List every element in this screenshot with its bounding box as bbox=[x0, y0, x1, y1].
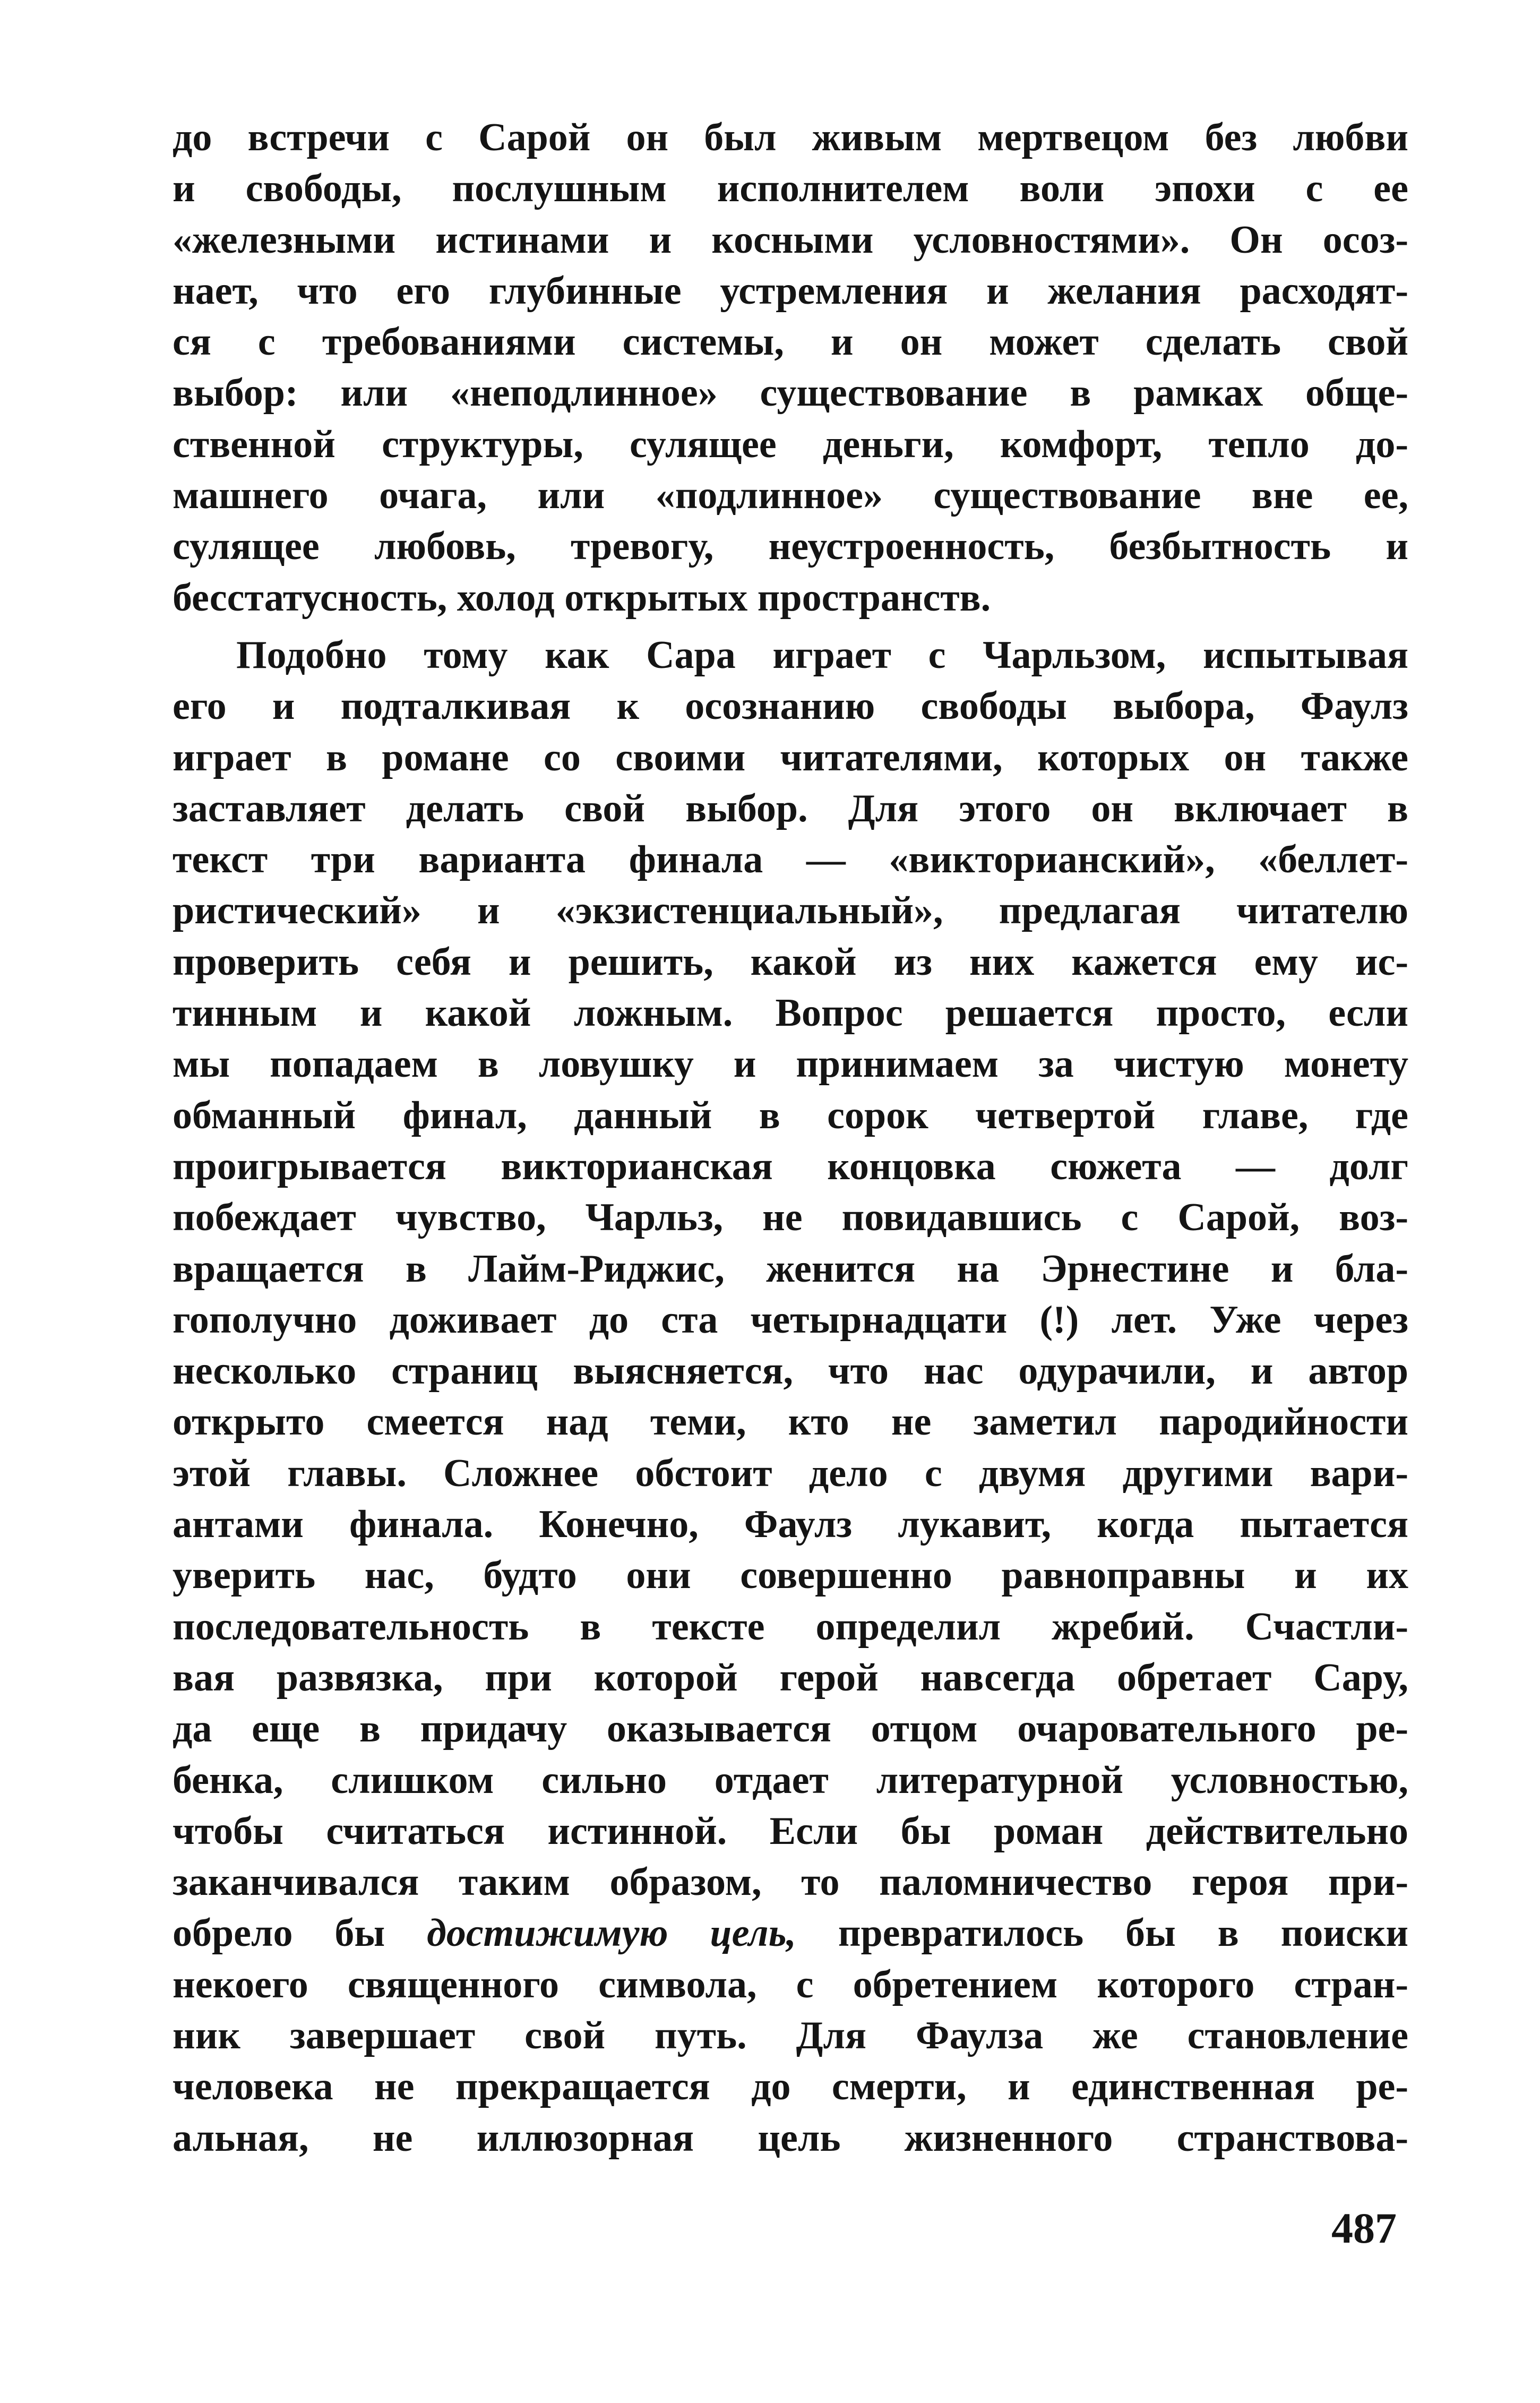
text-line: бесстатусность, холод открытых пространств. bbox=[173, 576, 991, 620]
text-line: альная, не иллюзорная цель жизненного странствова- bbox=[173, 2116, 1408, 2160]
text-line: заканчивался таким образом, то паломничество героя при- bbox=[173, 1860, 1408, 1904]
italic-phrase: достижимую цель, bbox=[427, 1911, 796, 1955]
text-line: несколько страниц выясняется, что нас одурачили, и автор bbox=[173, 1349, 1408, 1393]
text-line: проверить себя и решить, какой из них кажется ему ис- bbox=[173, 940, 1408, 984]
paragraph-gap bbox=[173, 623, 1408, 630]
text-line: до встречи с Сарой он был живым мертвецом без любви bbox=[173, 116, 1408, 159]
text-line: играет в романе со своими читателями, которых он также bbox=[173, 735, 1408, 779]
text-line: да еще в придачу оказывается отцом очаровательного ре- bbox=[173, 1707, 1408, 1751]
text-line: бенка, слишком сильно отдает литературной условностью, bbox=[173, 1758, 1408, 1802]
text-line: чтобы считаться истинной. Если бы роман действительно bbox=[173, 1809, 1408, 1853]
text-line: ся с требованиями системы, и он может сделать свой bbox=[173, 320, 1408, 364]
text-line: тинным и какой ложным. Вопрос решается просто, если bbox=[173, 991, 1408, 1035]
text-line-with-italic bbox=[173, 1908, 1408, 1959]
text-line: гополучно доживает до ста четырнадцати (!) лет. Уже через bbox=[173, 1298, 1408, 1342]
text-line: некоего священного символа, с обретением которого стран- bbox=[173, 1962, 1408, 2006]
text-line: и свободы, послушным исполнителем воли эпохи с ее bbox=[173, 167, 1408, 211]
body-text bbox=[173, 112, 1408, 2164]
text-line: обманный финал, данный в сорок четвертой главе, где bbox=[173, 1093, 1408, 1137]
text-line: последовательность в тексте определил жребий. Счастли- bbox=[173, 1604, 1408, 1649]
text-line: антами финала. Конечно, Фаулз лукавит, когда пытается bbox=[173, 1503, 1408, 1547]
text-line: заставляет делать свой выбор. Для этого он включает в bbox=[173, 786, 1408, 830]
text-line: ственной структуры, сулящее деньги, комфорт, тепло до- bbox=[173, 422, 1408, 466]
text-line: ник завершает свой путь. Для Фаулза же становление bbox=[173, 2013, 1408, 2057]
text-segment: превратилось бы в поиски bbox=[838, 1911, 1408, 1955]
text-line: человека не прекращается до смерти, и единственная ре- bbox=[173, 2065, 1408, 2109]
text-line: выбор: или «неподлинное» существование в рамках обще- bbox=[173, 371, 1408, 415]
text-line: его и подталкивая к осознанию свободы выбора, Фаулз bbox=[173, 684, 1408, 728]
text-line: сулящее любовь, тревогу, неустроенность, безбытность и bbox=[173, 525, 1408, 569]
text-line: текст три варианта финала — «викторианский», «беллет- bbox=[173, 838, 1408, 882]
text-line: машнего очага, или «подлинное» существование вне ее, bbox=[173, 474, 1408, 518]
text-line: ристический» и «экзистенциальный», предлагая читателю bbox=[173, 889, 1408, 933]
text-line: открыто смеется над теми, кто не заметил пародийности bbox=[173, 1400, 1408, 1444]
page-number: 487 bbox=[1331, 2204, 1397, 2252]
text-line: побеждает чувство, Чарльз, не повидавшись с Сарой, воз- bbox=[173, 1196, 1408, 1240]
text-line: проигрывается викторианская концовка сюжета — долг bbox=[173, 1144, 1408, 1188]
text-line: «железными истинами и косными условностями». Он осоз- bbox=[173, 218, 1408, 262]
text-segment: обрело бы bbox=[173, 1911, 385, 1955]
text-line: нает, что его глубинные устремления и желания расходят- bbox=[173, 269, 1408, 313]
text-line: уверить нас, будто они совершенно равноправны и их bbox=[173, 1554, 1408, 1598]
text-line: этой главы. Сложнее обстоит дело с двумя другими вари- bbox=[173, 1451, 1408, 1495]
text-line: мы попадаем в ловушку и принимаем за чистую монету bbox=[173, 1042, 1408, 1086]
text-line: Подобно тому как Сара играет с Чарльзом, испытывая bbox=[236, 633, 1408, 677]
text-line: вая развязка, при которой герой навсегда обретает Сару, bbox=[173, 1655, 1408, 1700]
text-line: вращается в Лайм-Риджис, женится на Эрнестине и бла- bbox=[173, 1247, 1408, 1291]
